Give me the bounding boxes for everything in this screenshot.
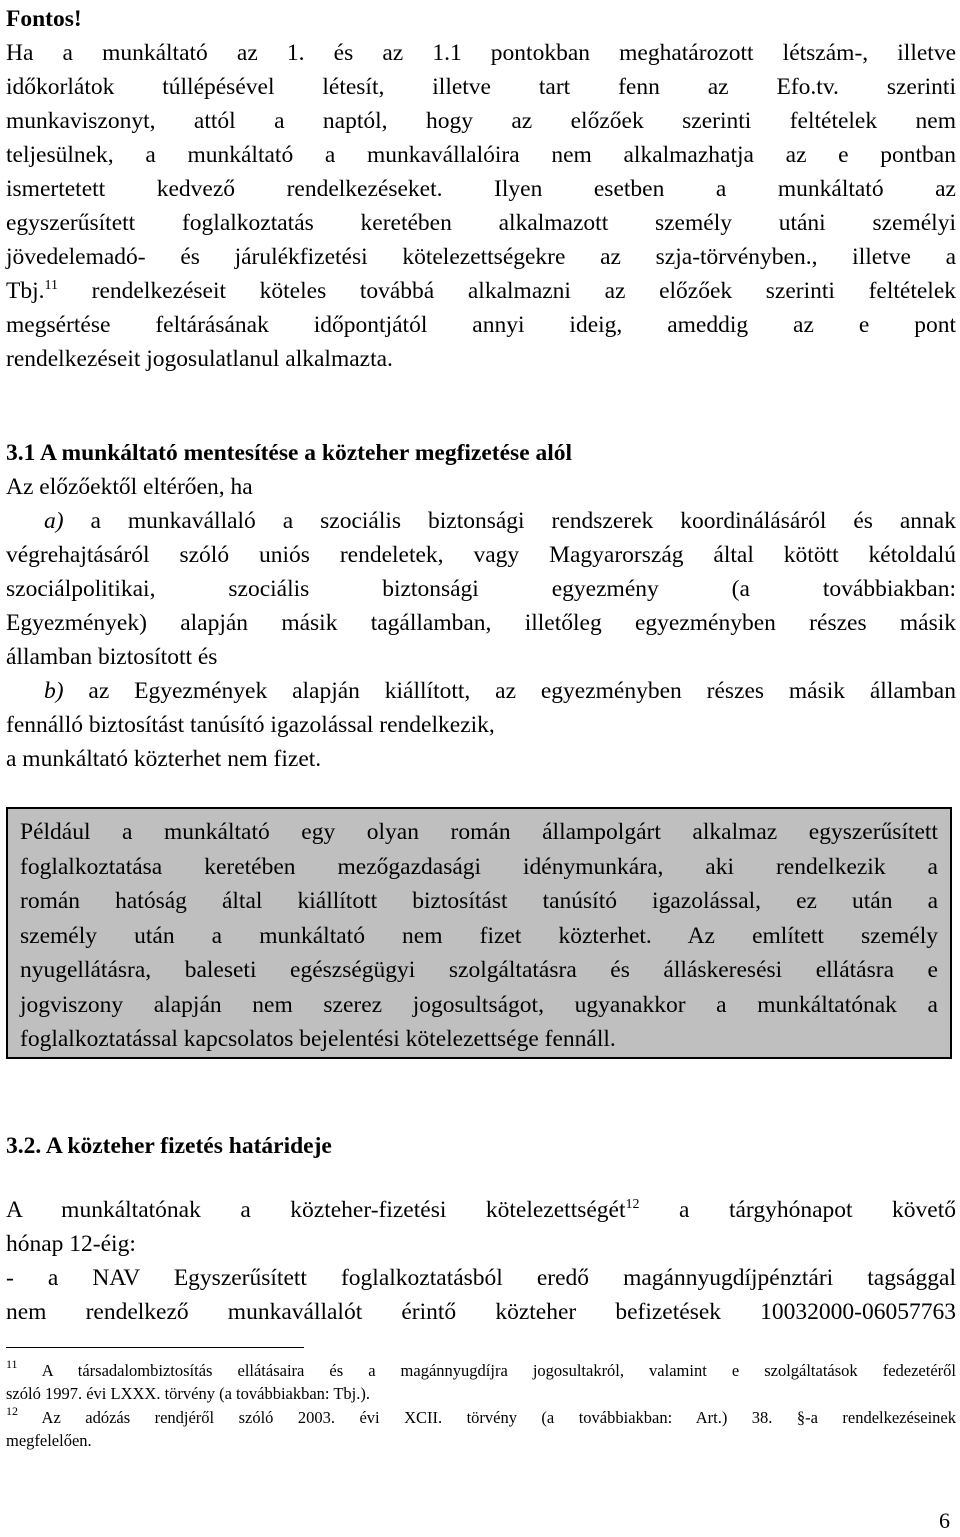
body-text: a munkavállaló a szociális biztonsági rendszerek koordinálásáról és annak	[63, 508, 956, 534]
body-line: fennálló biztosítást tanúsító igazolással rendelkezik,	[6, 712, 495, 738]
body-line: megsértése feltárásának időpontjától annyi ideig, ameddig az e pont	[6, 312, 956, 338]
list-item-b	[6, 674, 956, 708]
example-line: nyugellátásra, baleseti egészségügyi szolgáltatásra és álláskeresési ellátásra e	[20, 957, 938, 983]
body-text: Tbj.	[6, 278, 45, 304]
list-label-a: a)	[44, 508, 64, 534]
body-text: rendelkezéseit köteles továbbá alkalmazni az előzőek szerinti feltételek	[58, 278, 956, 304]
body-line: a munkáltató közterhet nem fizet.	[6, 746, 322, 772]
body-line: nem rendelkező munkavállalót érintő közteher befizetések 10032000-06057763	[6, 1299, 956, 1325]
section-3-1-title: 3.1 A munkáltató mentesítése a közteher megfizetése alól	[6, 440, 573, 466]
body-line: munkaviszonyt, attól a naptól, hogy az előzőek szerinti feltételek nem	[6, 108, 956, 134]
body-text: az Egyezmények alapján kiállított, az egyezményben részes másik államban	[63, 678, 956, 704]
footnotes	[6, 1359, 956, 1452]
body-line: Egyezmények) alapján másik tagállamban, illetőleg egyezményben részes másik	[6, 610, 956, 636]
body-line: - a NAV Egyszerűsített foglalkoztatásból eredő magánnyugdíjpénztári tagsággal	[6, 1265, 956, 1291]
body-line: ismertetett kedvező rendelkezéseket. Ilyen esetben a munkáltató az	[6, 176, 956, 202]
important-heading: Fontos!	[6, 6, 82, 32]
body-line	[6, 274, 956, 308]
section-3-2-title: 3.2. A közteher fizetés határideje	[6, 1133, 332, 1159]
body-line	[6, 1193, 956, 1227]
footnote-11	[6, 1359, 956, 1382]
footnote-text: A társadalombiztosítás ellátásaira és a magánnyugdíjra jogosultakról, valamint e szolgáltatások fedezetéről	[17, 1361, 956, 1380]
example-line: Például a munkáltató egy olyan román állampolgárt alkalmaz egyszerűsített	[20, 819, 938, 845]
list-item-a	[6, 504, 956, 538]
footnote-ref-12[interactable]: 12	[625, 1197, 640, 1212]
footnote-11-cont: szóló 1997. évi LXXX. törvény (a továbbiakban: Tbj.).	[6, 1384, 370, 1403]
body-line: rendelkezéseit jogosulatlanul alkalmazta.	[6, 346, 393, 372]
example-line: jogviszony alapján nem szerez jogosultságot, ugyanakkor a munkáltatónak a	[20, 991, 938, 1018]
body-line: hónap 12-éig:	[6, 1231, 136, 1257]
body-line: végrehajtásáról szóló uniós rendeletek, vagy Magyarország által kötött kétoldalú	[6, 542, 956, 568]
example-box	[6, 807, 952, 1059]
body-line: teljesülnek, a munkáltató a munkavállalóira nem alkalmazhatja az e pontban	[6, 142, 956, 168]
example-line: foglalkoztatással kapcsolatos bejelentési kötelezettsége fennáll.	[20, 1026, 616, 1052]
body-line: Ha a munkáltató az 1. és az 1.1 pontokban meghatározott létszám-, illetve	[6, 40, 956, 66]
example-line: foglalkoztatása keretében mezőgazdasági idénymunkára, aki rendelkezik a	[20, 853, 938, 880]
footnote-text: Az adózás rendjéről szóló 2003. évi XCII. törvény (a továbbiakban: Art.) 38. §-a rendelkezéseinek	[18, 1408, 956, 1427]
body-text: A munkáltatónak a közteher-fizetési kötelezettségét	[6, 1197, 626, 1223]
footnote-number: 12	[6, 1404, 18, 1418]
footnote-12	[6, 1406, 956, 1429]
important-note	[6, 2, 956, 376]
footnote-12-cont: megfelelően.	[6, 1431, 92, 1450]
important-body	[6, 36, 956, 376]
footnote-ref-11[interactable]: 11	[44, 278, 58, 293]
section-3-1	[6, 436, 956, 776]
body-line: Az előzőektől eltérően, ha	[6, 474, 253, 500]
list-label-b: b)	[44, 678, 64, 704]
example-line: román hatóság által kiállított biztosítást tanúsító igazolással, ez után a	[20, 888, 938, 914]
footnote-number: 11	[6, 1357, 18, 1371]
body-text: a tárgyhónapot követő	[639, 1197, 956, 1223]
body-line: időkorlátok túllépésével létesít, illetve tart fenn az Efo.tv. szerinti	[6, 74, 956, 100]
body-line: államban biztosított és	[6, 644, 218, 670]
footnote-separator	[6, 1347, 304, 1348]
example-line: személy után a munkáltató nem fizet közterhet. Az említett személy	[20, 922, 938, 949]
body-line: szociálpolitikai, szociális biztonsági egyezmény (a továbbiakban:	[6, 576, 956, 602]
body-line: egyszerűsített foglalkoztatás keretében alkalmazott személy utáni személyi	[6, 210, 956, 236]
page-number: 6	[939, 1508, 950, 1533]
section-3-2	[6, 1129, 956, 1329]
body-line: jövedelemadó- és járulékfizetési kötelezettségekre az szja-törvényben., illetve a	[6, 244, 956, 270]
